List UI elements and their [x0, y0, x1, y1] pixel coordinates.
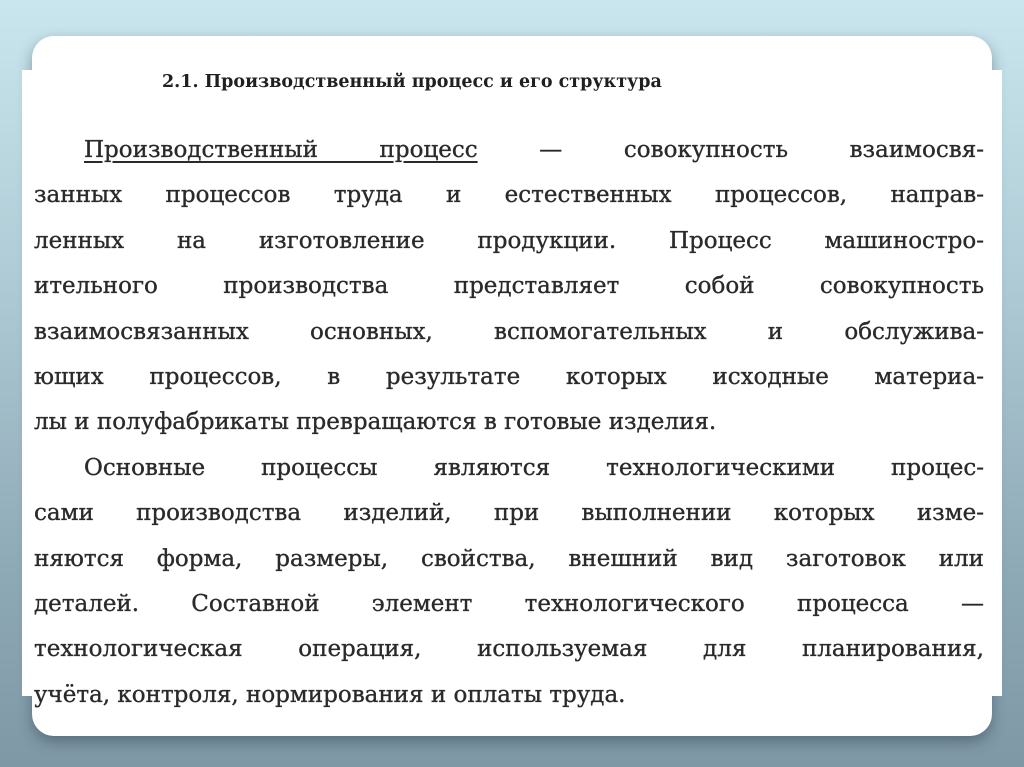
paragraph-1-line: взаимосвязанных основных, вспомогательных и обслужива-	[34, 318, 984, 345]
body-text	[34, 128, 984, 718]
defined-term: Производственный процесс	[84, 137, 478, 163]
paragraph-1-line: Производственный процесс — совокупность взаимосвя-	[84, 137, 984, 163]
paragraph-2-line: Основные процессы являются технологическими процес-	[84, 454, 984, 481]
paragraph-1-line: ленных на изготовление продукции. Процесс машиностро-	[34, 227, 984, 254]
paragraph-2-line: учёта, контроля, нормирования и оплаты труда.	[34, 681, 626, 708]
paragraph-2-line: технологическая операция, используемая для планирования,	[34, 636, 984, 663]
paragraph-2-line: сами производства изделий, при выполнении которых изме-	[34, 500, 984, 527]
paragraph-1-line: ительного производства представляет собой совокупность	[34, 273, 984, 300]
paragraph-2-line: няются форма, размеры, свойства, внешний вид заготовок или	[34, 545, 984, 572]
paragraph-1-line: ющих процессов, в результате которых исходные материа-	[34, 364, 984, 391]
paragraph-2-line: деталей. Составной элемент технологического процесса —	[34, 591, 984, 618]
section-heading: 2.1. Производственный процесс и его структура	[162, 72, 662, 92]
paragraph-1-line: занных процессов труда и естественных процессов, направ-	[34, 182, 984, 209]
paragraph-1-line: лы и полуфабрикаты превращаются в готовые изделия.	[34, 409, 717, 436]
